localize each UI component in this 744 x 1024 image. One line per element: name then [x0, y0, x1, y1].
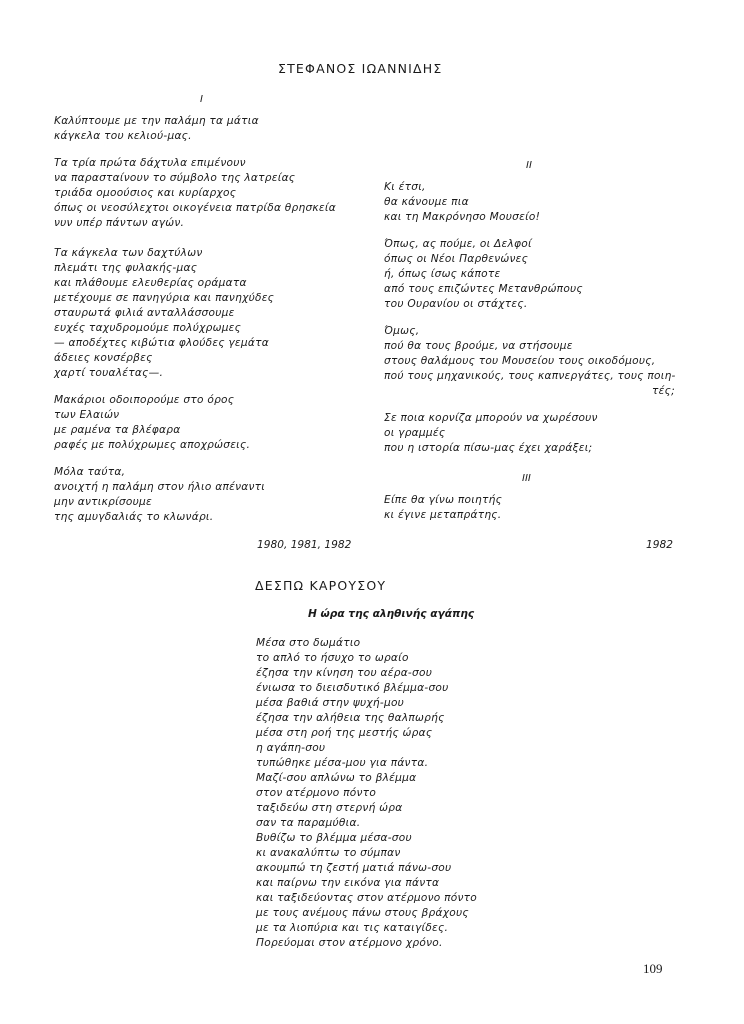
poem-line: και ταξιδεύοντας στον ατέρμονο πόντο	[256, 892, 478, 904]
poem-line: — αποδέχτες κιβώτια φλούδες γεμάτα	[54, 337, 269, 349]
poem-line: Μακάριοι οδοιπορούμε στο όρος	[54, 394, 235, 406]
poem-line: Τα κάγκελα των δαχτύλων	[54, 247, 203, 259]
poem-line: ευχές ταχυδρομούμε πολύχρωμες	[54, 322, 242, 334]
poem-line: Σε ποια κορνίζα μπορούν να χωρέσουν	[384, 412, 598, 424]
page-number: 109	[643, 961, 663, 976]
poem-line: όπως οι Νέοι Παρθενώνες	[384, 253, 529, 265]
section-numeral-2: II	[526, 160, 532, 171]
poem-line: και πλάθουμε ελευθερίας οράματα	[54, 277, 247, 289]
poem-line: ή, όπως ίσως κάποτε	[384, 268, 501, 280]
poem-line: όπως οι νεοσύλεχτοι οικογένεια πατρίδα θρησκεία	[54, 202, 336, 214]
section-numeral-1: I	[200, 94, 203, 105]
date-part-1: 1980, 1981, 1982	[257, 539, 352, 551]
poem-line: το απλό το ήσυχο το ωραίο	[256, 652, 409, 664]
poem-line: χαρτί τουαλέτας—.	[54, 367, 164, 379]
poem-line: σταυρωτά φιλιά ανταλλάσσουμε	[54, 307, 235, 319]
poem-line: Μαζί-σου απλώνω το βλέμμα	[256, 772, 417, 784]
poem-line: ένιωσα το διεισδυτικό βλέμμα-σου	[256, 682, 449, 694]
poem-line: Κι έτσι,	[384, 181, 426, 193]
poem-line: ακουμπώ τη ζεστή ματιά πάνω-σου	[256, 862, 452, 874]
date-part-3: 1982	[646, 539, 673, 551]
poem-line: ανοιχτή η παλάμη στον ήλιο απέναντι	[54, 481, 266, 493]
poem-line: άδειες κονσέρβες	[54, 352, 153, 364]
poem-line: θα κάνουμε πια	[384, 196, 469, 208]
poem-line: Όμως,	[384, 325, 420, 337]
poem-line: οι γραμμές	[384, 427, 446, 439]
poem-line: μέσα στη ροή της μεστής ώρας	[256, 727, 433, 739]
poem-line: και παίρνω την εικόνα για πάντα	[256, 877, 440, 889]
poem-line: τές;	[652, 385, 675, 397]
poem-line: με ραμένα τα βλέφαρα	[54, 424, 181, 436]
poem-line: που η ιστορία πίσω-μας έχει χαράξει;	[384, 442, 593, 454]
poem-line: και τη Μακρόνησο Μουσείο!	[384, 211, 541, 223]
poem-line: Τα τρία πρώτα δάχτυλα επιμένουν	[54, 157, 246, 169]
poem-line: πλεμάτι της φυλακής-μας	[54, 262, 198, 274]
author-heading-karousou: ΔΕΣΠΩ ΚΑΡΟΥΣΟΥ	[255, 578, 387, 593]
poem-line: τριάδα ομοούσιος και κυρίαρχος	[54, 187, 237, 199]
poem-line: κι έγινε μεταπράτης.	[384, 509, 502, 521]
poem-line: των Ελαιών	[54, 409, 120, 421]
poem-line: Καλύπτουμε με την παλάμη τα μάτια	[54, 115, 259, 127]
poem-line: σαν τα παραμύθια.	[256, 817, 361, 829]
poem-line: Μέσα στο δωμάτιο	[256, 637, 361, 649]
poem-line: Μόλα ταύτα,	[54, 466, 126, 478]
poem-line: έζησα την αλήθεια της θαλπωρής	[256, 712, 445, 724]
poem-line: Όπως, ας πούμε, οι Δελφοί	[384, 238, 532, 250]
poem-line: μέσα βαθιά στην ψυχή-μου	[256, 697, 405, 709]
author-heading-ioannidis: ΣΤΕΦΑΝΟΣ ΙΩΑΝΝΙΔΗΣ	[278, 61, 443, 76]
poem-line: πού τους μηχανικούς, τους καπνεργάτες, τους ποιη-	[384, 370, 676, 382]
poem-line: με τα λιοπύρια και τις καταιγίδες.	[256, 922, 449, 934]
poem-line: να παρασταίνουν το σύμβολο της λατρείας	[54, 172, 296, 184]
poem-line: του Ουρανίου οι στάχτες.	[384, 298, 528, 310]
poem-line: στους θαλάμους του Μουσείου τους οικοδόμους,	[384, 355, 656, 367]
poem-line: Πορεύομαι στον ατέρμονο χρόνο.	[256, 937, 443, 949]
poem-line: η αγάπη-σου	[256, 742, 326, 754]
poem-line: έζησα την κίνηση του αέρα-σου	[256, 667, 433, 679]
poem-line: από τους επιζώντες Μετανθρώπους	[384, 283, 583, 295]
poem-line: με τους ανέμους πάνω στους βράχους	[256, 907, 469, 919]
poem-line: μετέχουμε σε πανηγύρια και πανηχύδες	[54, 292, 275, 304]
poem-line: Είπε θα γίνω ποιητής	[384, 494, 503, 506]
poem-line: κάγκελα του κελιού-μας.	[54, 130, 192, 142]
poem-line: ραφές με πολύχρωμες αποχρώσεις.	[54, 439, 251, 451]
poem-line: Βυθίζω το βλέμμα μέσα-σου	[256, 832, 412, 844]
poem-line: τυπώθηκε μέσα-μου για πάντα.	[256, 757, 429, 769]
section-numeral-3: III	[522, 473, 531, 484]
poem-line: πού θα τους βρούμε, να στήσουμε	[384, 340, 573, 352]
poem-line: κι ανακαλύπτω το σύμπαν	[256, 847, 401, 859]
poem-line: μην αντικρίσουμε	[54, 496, 152, 508]
poem-title: Η ώρα της αληθινής αγάπης	[308, 608, 475, 620]
poem-line: στον ατέρμονο πόντο	[256, 787, 377, 799]
poem-line: ταξιδεύω στη στερνή ώρα	[256, 802, 403, 814]
poem-line: της αμυγδαλιάς το κλωνάρι.	[54, 511, 214, 523]
poem-line: νυν υπέρ πάντων αγών.	[54, 217, 185, 229]
